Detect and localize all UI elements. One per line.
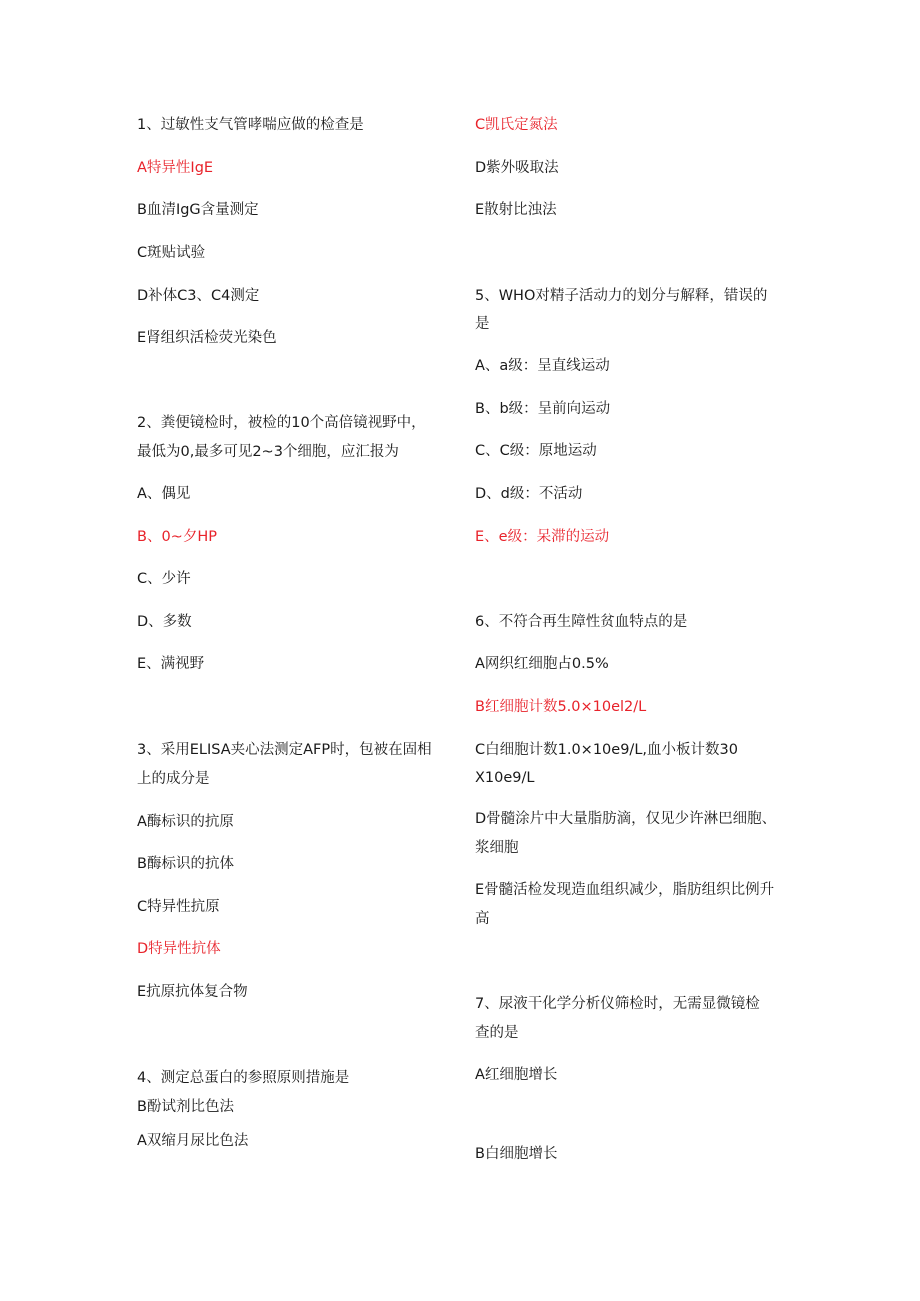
question-2-option-a: A、偶见 xyxy=(137,486,191,502)
question-1-option-d: D补体C3、C4测定 xyxy=(137,288,260,304)
question-2-option-d: D、多数 xyxy=(137,614,192,630)
question-1-option-c: C斑贴试验 xyxy=(137,245,206,261)
question-3-option-d-answer: D特异性抗体 xyxy=(137,941,221,957)
question-6-option-d-line-1: D骨髓涂片中大量脂肪滴，仅见少许淋巴细胞、 xyxy=(475,811,777,827)
question-5-option-c: C、C级：原地运动 xyxy=(475,443,597,459)
question-1-option-a-answer: A特异性IgE xyxy=(137,160,214,176)
question-6-option-b-answer: B红细胞计数5.0×10el2∕L xyxy=(475,699,647,715)
question-7-option-b: B白细胞增长 xyxy=(475,1146,558,1162)
question-3-stem-line-1: 3、采用ELISA夹心法测定AFP时，包被在固相 xyxy=(137,742,432,758)
question-6-option-a: A网织红细胞占0.5% xyxy=(475,656,609,672)
question-7-option-a: A红细胞增长 xyxy=(475,1067,558,1083)
question-3-option-c: C特异性抗原 xyxy=(137,899,220,915)
question-4-option-d: D紫外吸取法 xyxy=(475,160,559,176)
question-6-option-c-line-1: C白细胞计数1.0×10e9∕L,血小板计数30 xyxy=(475,742,738,758)
question-3-stem-line-2: 上的成分是 xyxy=(137,771,210,787)
question-2-option-c: C、少许 xyxy=(137,571,191,587)
question-6-option-e-line-2: 高 xyxy=(475,911,490,927)
question-2-option-b-answer: B、0~夕HP xyxy=(137,529,217,545)
question-2-stem-line-2: 最低为0,最多可见2~3个细胞，应汇报为 xyxy=(137,444,399,460)
question-3-option-a: A酶标识的抗原 xyxy=(137,814,234,830)
question-5-option-b: B、b级：呈前向运动 xyxy=(475,401,611,417)
question-5-option-a: A、a级：呈直线运动 xyxy=(475,358,610,374)
question-6-option-c-line-2: X10e9∕L xyxy=(475,770,535,786)
question-4-option-c-answer: C凯氏定氮法 xyxy=(475,117,558,133)
question-7-stem-line-1: 7、尿液干化学分析仪筛检时，无需显微镜检 xyxy=(475,996,760,1012)
question-2-stem-line-1: 2、粪便镜检时，被检的10个高倍镜视野中， xyxy=(137,415,426,431)
question-4-option-a: A双缩月尿比色法 xyxy=(137,1133,249,1149)
question-4-option-e: E散射比浊法 xyxy=(475,202,557,218)
question-3-option-e: E抗原抗体复合物 xyxy=(137,984,248,1000)
question-5-stem-line-2: 是 xyxy=(475,316,490,332)
question-2-option-e: E、满视野 xyxy=(137,656,205,672)
question-6-option-e-line-1: E骨髓活检发现造血组织减少，脂肪组织比例升 xyxy=(475,882,775,898)
question-1-stem: 1、过敏性支气管哮喘应做的检查是 xyxy=(137,117,364,133)
question-4-option-b: B酚试剂比色法 xyxy=(137,1099,234,1115)
question-7-stem-line-2: 查的是 xyxy=(475,1025,519,1041)
question-1-option-e: E肾组织活检荧光染色 xyxy=(137,330,277,346)
question-3-option-b: B酶标识的抗体 xyxy=(137,856,234,872)
question-6-stem: 6、不符合再生障性贫血特点的是 xyxy=(475,614,688,630)
question-5-option-d: D、d级：不活动 xyxy=(475,486,583,502)
question-6-option-d-line-2: 浆细胞 xyxy=(475,840,519,856)
question-4-stem: 4、测定总蛋白的参照原则措施是 xyxy=(137,1070,350,1086)
question-5-stem-line-1: 5、WHO对精子活动力的划分与解释，错误的 xyxy=(475,288,768,304)
question-5-option-e-answer: E、e级：呆滞的运动 xyxy=(475,529,610,545)
question-1-option-b: B血清IgG含量测定 xyxy=(137,202,259,218)
